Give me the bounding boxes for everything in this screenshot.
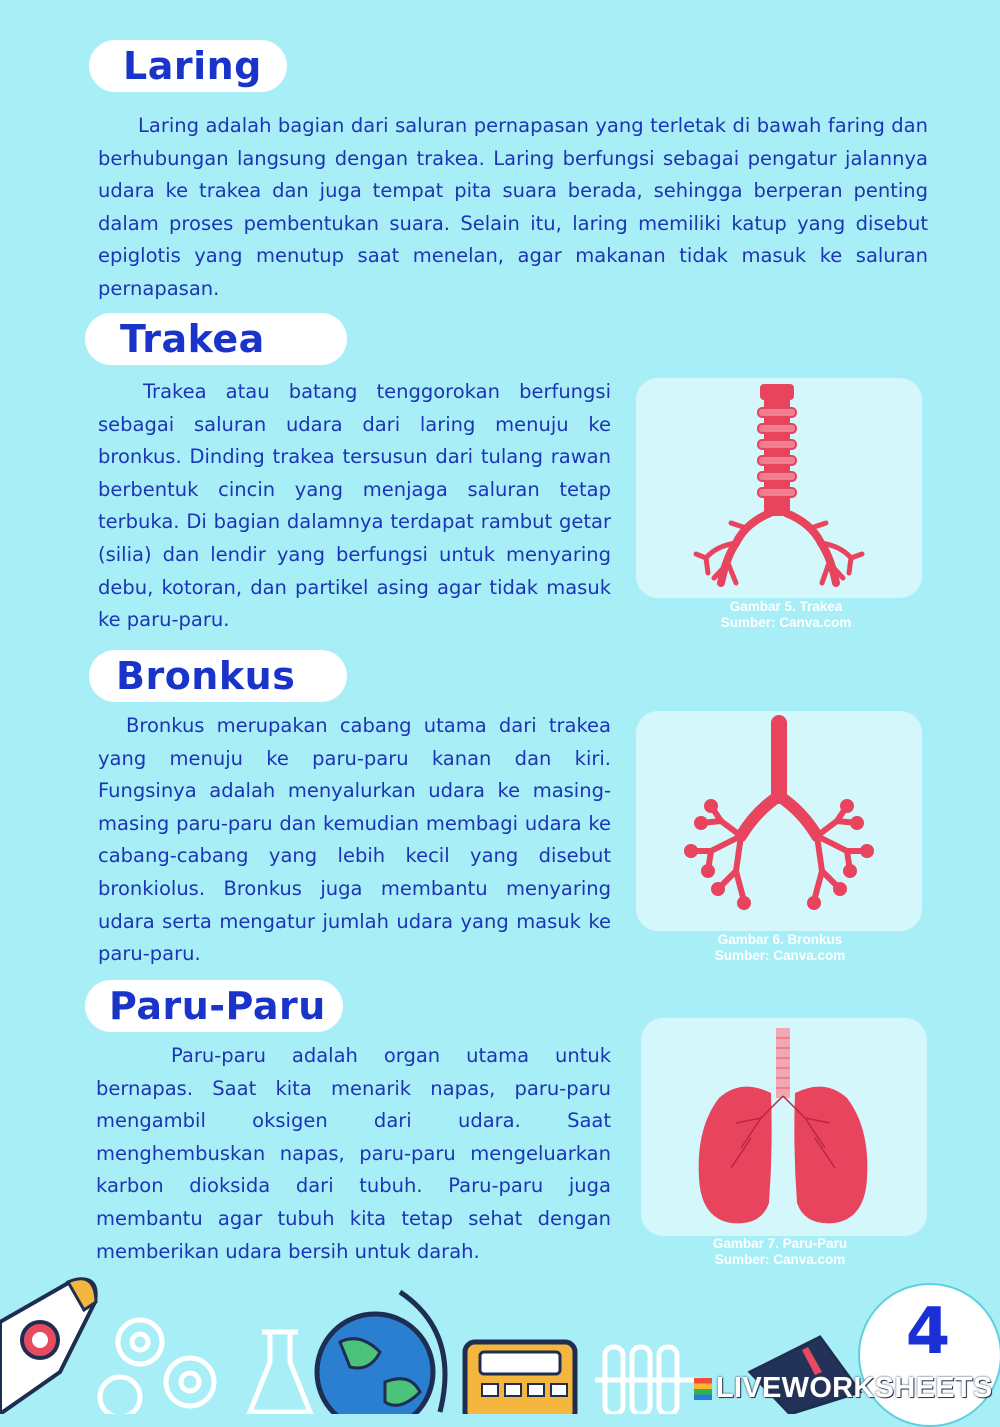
gear-icon (100, 1320, 214, 1414)
trakea-caption (636, 599, 936, 631)
heading-paru: Paru-Paru (109, 984, 326, 1028)
bronkus-caption (630, 932, 930, 964)
heading-bronkus-pill (89, 650, 347, 702)
page-number: 4 (905, 1295, 951, 1369)
trakea-image-card (636, 378, 922, 598)
bronchus-illustration (636, 711, 922, 931)
paru-image-card (641, 1018, 927, 1236)
heading-bronkus: Bronkus (116, 654, 296, 698)
heading-trakea: Trakea (120, 317, 265, 361)
calculator-icon (465, 1342, 575, 1414)
bronkus-image-card (636, 711, 922, 931)
heading-paru-pill (85, 980, 343, 1032)
laring-paragraph: Laring adalah bagian dari saluran pernapasan yang terletak di bawah faring dan berhubungan langsung dengan trakea. Laring berfungsi sebagai pengatur jalannya udara ke trakea dan juga tempat pita suara berada, sehingga berperan penting dalam proses pembentukan suara. Selain itu, laring memiliki katup yang disebut epiglotis yang menutup saat menelan, agar makanan tidak masuk ke saluran pernapasan. (98, 114, 928, 300)
paru-paragraph: Paru-paru adalah organ utama untuk bernapas. Saat kita menarik napas, paru-paru mengambil oksigen dari udara. Saat menghembuskan napas, paru-paru mengeluarkan karbon dioksida dari tubuh. Paru-paru juga membantu agar tubuh kita tetap sehat dengan memberikan udara bersih untuk darah. (96, 1044, 611, 1263)
bronkus-paragraph: Bronkus merupakan cabang utama dari trakea yang menuju ke paru-paru kanan dan kiri. Fungsinya adalah menyalurkan udara ke masing-masing paru-paru dan kemudian membagi udara ke cabang-cabang yang lebih kecil yang disebut bronkiolus. Bronkus juga membantu menyaring udara serta mengatur jumlah udara yang masuk ke paru-paru. (98, 714, 611, 966)
rocket-icon (0, 1279, 96, 1414)
bronkus-caption-title: Gambar 6. Bronkus (717, 932, 843, 947)
test-tubes-icon (595, 1347, 700, 1414)
trakea-paragraph: Trakea atau batang tenggorokan berfungsi sebagai saluran udara dari laring menuju ke bronkus. Dinding trakea tersusun dari tulang rawan berbentuk cincin yang menjaga saluran tetap terbuka. Di bagian dalamnya terdapat rambut getar (silia) dan lendir yang berfungsi untuk menyaring debu, kotoran, dan partikel asing agar tidak masuk ke paru-paru. (98, 380, 611, 632)
paru-caption-title: Gambar 7. Paru-Paru (712, 1236, 848, 1251)
liveworksheets-brand[interactable]: LIVEWORKSHEETS (716, 1372, 993, 1404)
bronkus-caption-source: Sumber: Canva.com (714, 948, 846, 963)
globe-icon (317, 1292, 445, 1414)
heading-trakea-pill (85, 313, 347, 365)
heading-laring-pill (89, 40, 287, 92)
paru-caption-source: Sumber: Canva.com (714, 1252, 846, 1267)
trakea-caption-source: Sumber: Canva.com (720, 615, 852, 630)
trachea-illustration (636, 378, 922, 598)
lungs-illustration (641, 1018, 927, 1236)
trakea-caption-title: Gambar 5. Trakea (729, 599, 843, 614)
flask-icon (250, 1332, 310, 1412)
heading-laring: Laring (123, 44, 262, 88)
